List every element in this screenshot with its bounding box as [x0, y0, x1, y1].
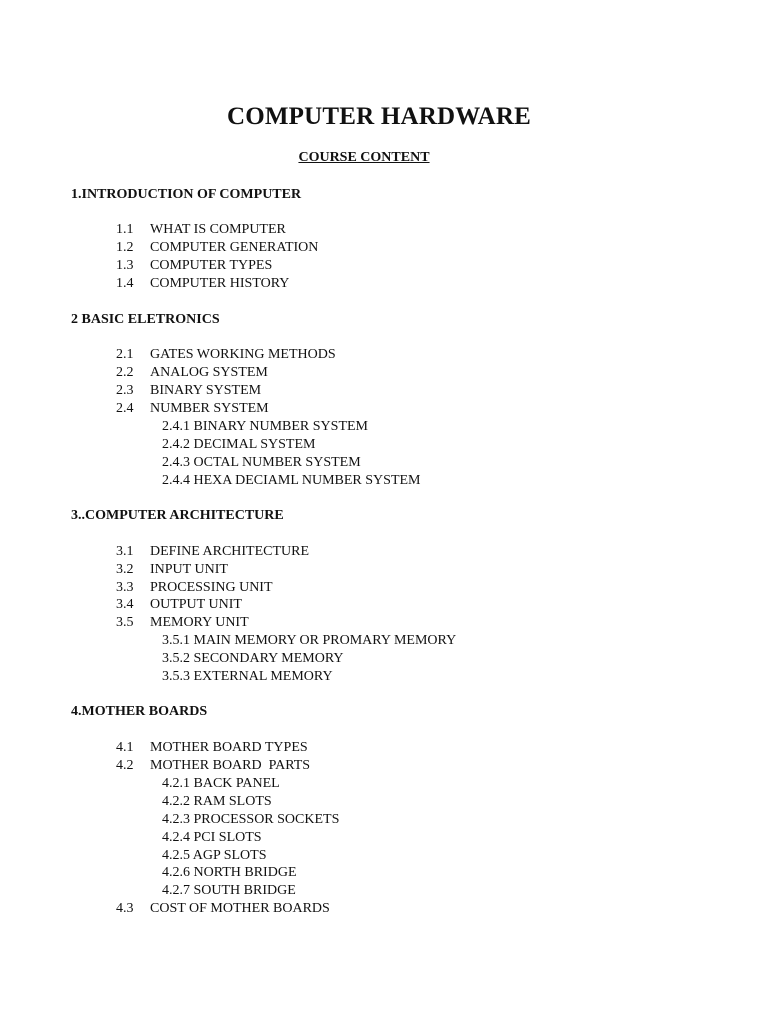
item-text: COMPUTER HISTORY	[150, 276, 290, 291]
sub-list-item: 2.4.3 OCTAL NUMBER SYSTEM	[162, 455, 361, 470]
section-heading: 3..COMPUTER ARCHITECTURE	[71, 508, 284, 523]
item-text: BINARY SYSTEM	[150, 383, 262, 398]
item-text: INPUT UNIT	[150, 562, 228, 577]
item-number: 3.2	[116, 562, 134, 577]
list-item	[116, 382, 261, 400]
item-text: OUTPUT UNIT	[150, 597, 242, 612]
list-item	[116, 364, 268, 382]
sub-list-item: 4.2.2 RAM SLOTS	[162, 794, 272, 809]
sub-list-item: 3.5.1 MAIN MEMORY OR PROMARY MEMORY	[162, 633, 457, 648]
item-number: 3.4	[116, 597, 134, 612]
list-item	[116, 400, 269, 418]
section-heading: 1.INTRODUCTION OF COMPUTER	[71, 187, 302, 202]
sub-list-item: 3.5.3 EXTERNAL MEMORY	[162, 669, 333, 684]
list-item	[116, 579, 273, 597]
list-item	[116, 614, 249, 632]
list-item	[116, 239, 318, 257]
list-item	[116, 561, 228, 579]
item-text: MOTHER BOARD TYPES	[150, 740, 308, 755]
item-text: ANALOG SYSTEM	[150, 365, 268, 380]
item-number: 1.2	[116, 240, 134, 255]
list-item	[116, 900, 330, 918]
item-text: WHAT IS COMPUTER	[150, 222, 286, 237]
page-title: COMPUTER HARDWARE	[226, 103, 532, 130]
item-number: 4.3	[116, 901, 134, 916]
list-item	[116, 346, 336, 364]
list-item	[116, 221, 286, 239]
item-text: DEFINE ARCHITECTURE	[150, 544, 310, 559]
item-text: COMPUTER TYPES	[150, 258, 273, 273]
item-number: 4.2	[116, 758, 134, 773]
item-number: 1.4	[116, 276, 134, 291]
item-number: 3.1	[116, 544, 134, 559]
list-item	[116, 757, 310, 775]
sub-list-item: 2.4.2 DECIMAL SYSTEM	[162, 437, 316, 452]
item-number: 1.3	[116, 258, 134, 273]
course-content-heading: COURSE CONTENT	[298, 150, 430, 165]
item-text: MEMORY UNIT	[150, 615, 249, 630]
list-item	[116, 543, 309, 561]
sub-list-item: 4.2.3 PROCESSOR SOCKETS	[162, 812, 340, 827]
sub-list-item: 4.2.1 BACK PANEL	[162, 776, 280, 791]
item-number: 2.1	[116, 347, 134, 362]
sub-list-item: 4.2.7 SOUTH BRIDGE	[162, 883, 296, 898]
section-heading: 2 BASIC ELETRONICS	[71, 312, 220, 327]
item-number: 2.3	[116, 383, 134, 398]
sub-list-item: 2.4.1 BINARY NUMBER SYSTEM	[162, 419, 369, 434]
list-item	[116, 257, 272, 275]
item-text: COMPUTER GENERATION	[150, 240, 319, 255]
item-text: MOTHER BOARD PARTS	[150, 758, 311, 773]
section-heading: 4.MOTHER BOARDS	[71, 704, 208, 719]
sub-list-item: 4.2.5 AGP SLOTS	[162, 848, 267, 863]
sub-list-item: 3.5.2 SECONDARY MEMORY	[162, 651, 344, 666]
item-text: NUMBER SYSTEM	[150, 401, 269, 416]
item-number: 3.3	[116, 580, 134, 595]
list-item	[116, 596, 242, 614]
sub-list-item: 4.2.6 NORTH BRIDGE	[162, 865, 297, 880]
item-text: PROCESSING UNIT	[150, 580, 273, 595]
item-text: GATES WORKING METHODS	[150, 347, 336, 362]
item-number: 1.1	[116, 222, 134, 237]
item-text: COST OF MOTHER BOARDS	[150, 901, 330, 916]
item-number: 2.2	[116, 365, 134, 380]
list-item	[116, 275, 289, 293]
list-item	[116, 739, 308, 757]
item-number: 2.4	[116, 401, 134, 416]
sub-list-item: 4.2.4 PCI SLOTS	[162, 830, 262, 845]
item-number: 4.1	[116, 740, 134, 755]
sub-list-item: 2.4.4 HEXA DECIAML NUMBER SYSTEM	[162, 473, 421, 488]
item-number: 3.5	[116, 615, 134, 630]
